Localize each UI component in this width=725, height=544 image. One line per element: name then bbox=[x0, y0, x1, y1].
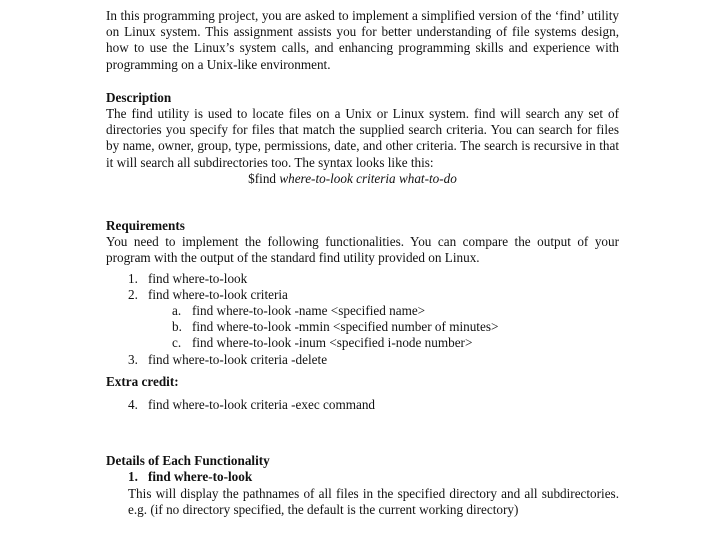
list-item: 1. find where-to-look bbox=[128, 270, 248, 286]
syntax-command: $find bbox=[248, 170, 280, 186]
syntax-line bbox=[106, 171, 619, 187]
syntax-arguments: where-to-look criteria what-to-do bbox=[279, 170, 457, 186]
description-heading: Description bbox=[106, 89, 172, 105]
list-item: 2. find where-to-look criteria bbox=[128, 286, 288, 302]
intro-paragraph: In this programming project, you are asked to implement a simplified version of the ‘find’ utility on Linux system. This assignment assists you for better understanding of file systems design, how to use the Linux’s system calls, and enhancing programming skills and experience with programming on a Unix-like environment. bbox=[106, 8, 619, 72]
details-heading: Details of Each Functionality bbox=[106, 453, 270, 469]
list-item: 4. find where-to-look criteria -exec command bbox=[128, 397, 376, 413]
detail-section bbox=[106, 469, 619, 518]
requirements-list-continued bbox=[106, 352, 619, 368]
extra-credit-heading: Extra credit: bbox=[106, 373, 179, 389]
extra-credit-list bbox=[106, 397, 619, 413]
list-item: 3. find where-to-look criteria -delete bbox=[128, 351, 328, 367]
requirements-list bbox=[106, 271, 619, 303]
list-item: c. find where-to-look -inum <specified i-node number> bbox=[172, 335, 473, 351]
criteria-sublist bbox=[106, 303, 619, 352]
description-paragraph: The find utility is used to locate files on a Unix or Linux system. find will search any set of directories you specify for files that match the supplied search criteria. You can search for files by name, owner, group, type, permissions, date, and other criteria. The search is recursive in that it will search all subdirectories too. The syntax looks like this: bbox=[106, 106, 619, 170]
detail-subheading: 1. find where-to-look bbox=[128, 469, 253, 485]
requirements-heading: Requirements bbox=[106, 218, 185, 234]
requirements-paragraph: You need to implement the following functionalities. You can compare the output of your program with the output of the standard find utility provided on Linux. bbox=[106, 234, 619, 266]
document-page bbox=[106, 8, 619, 518]
list-item: b. find where-to-look -mmin <specified number of minutes> bbox=[172, 319, 499, 335]
detail-paragraph: This will display the pathnames of all files in the specified directory and all subdirectories. e.g. (if no directory specified, the default is the current working directory) bbox=[128, 485, 619, 517]
list-item: a. find where-to-look -name <specified name> bbox=[172, 303, 426, 319]
